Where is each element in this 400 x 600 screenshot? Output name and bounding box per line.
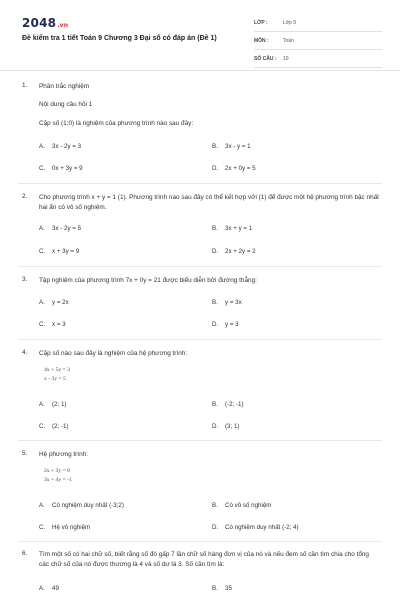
option-c[interactable] — [39, 321, 66, 328]
option-text: 0x + 3y = 9 — [52, 165, 83, 172]
meta-row-count — [254, 50, 382, 68]
option-text: y = 3 — [225, 321, 239, 328]
option-c[interactable] — [39, 248, 79, 255]
option-a[interactable] — [39, 401, 66, 408]
option-b[interactable] — [212, 299, 242, 306]
option-text: x = 3 — [52, 321, 66, 328]
meta-value: Toán — [283, 38, 294, 44]
meta-label: MÔN : — [254, 38, 269, 44]
option-letter: A. — [39, 585, 45, 592]
question-number: 4. — [22, 349, 28, 356]
question-subtitle: Nội dung câu hỏi 1 — [39, 101, 93, 108]
option-letter: B. — [212, 225, 218, 232]
page-header — [0, 0, 400, 71]
option-letter: A. — [39, 401, 45, 408]
question-text: Cặp số nào sau đây là nghiệm của hệ phương trình: — [39, 350, 188, 357]
option-text: Có vô số nghiệm — [225, 502, 272, 509]
equation-system — [44, 366, 70, 384]
option-text: (2; -1) — [52, 423, 69, 430]
option-text: 49 — [52, 585, 59, 592]
option-letter: C. — [39, 524, 46, 531]
option-b[interactable] — [212, 502, 271, 509]
option-letter: B. — [212, 143, 218, 150]
question-text: Tập nghiệm của phương trình 7x + 0y = 21 được biểu diễn bởi đường thẳng: — [39, 277, 257, 284]
option-d[interactable] — [212, 524, 299, 531]
divider — [18, 339, 382, 340]
option-letter: D. — [212, 524, 219, 531]
option-b[interactable] — [212, 401, 244, 408]
option-c[interactable] — [39, 165, 83, 172]
option-text: y = 2x — [52, 299, 69, 306]
option-text: Hệ vô nghiệm — [52, 524, 91, 531]
logo-main: 2048 — [22, 16, 57, 30]
equation-system — [44, 467, 72, 485]
option-text: 3x - 2y = 3 — [52, 143, 82, 150]
option-letter: B. — [212, 299, 218, 306]
question-number: 1. — [22, 82, 28, 89]
divider — [18, 440, 382, 441]
option-b[interactable] — [212, 225, 252, 232]
option-letter: A. — [39, 225, 45, 232]
option-text: y = 3x — [225, 299, 242, 306]
exam-meta — [254, 14, 382, 68]
meta-value: 10 — [283, 56, 289, 62]
question-number: 5. — [22, 450, 28, 457]
option-letter: B. — [212, 401, 218, 408]
option-text: (-2; -1) — [225, 401, 244, 408]
option-letter: A. — [39, 299, 45, 306]
meta-row-grade — [254, 14, 382, 32]
divider — [18, 183, 382, 184]
option-d[interactable] — [212, 423, 239, 430]
option-letter: B. — [212, 502, 218, 509]
equation-line: 3x + 4y = -1 — [44, 477, 72, 483]
option-text: Có nghiệm duy nhất (-2; 4) — [225, 524, 299, 531]
option-text: 2x + 0y = 5 — [225, 165, 256, 172]
option-c[interactable] — [39, 524, 90, 531]
meta-label: LỚP : — [254, 20, 268, 26]
option-letter: C. — [39, 423, 46, 430]
option-text: (3; 1) — [225, 423, 240, 430]
option-letter: A. — [39, 143, 45, 150]
equation-line: x - 3y = 5 — [44, 376, 66, 382]
meta-label: SỐ CÂU : — [254, 56, 277, 62]
option-text: 3x - y = 1 — [225, 143, 251, 150]
option-text: x + 3y = 9 — [52, 248, 80, 255]
question-text: Tìm một số có hai chữ số, biết rằng số đó gấp 7 lần chữ số hàng đơn vị của nó và nếu đem số cần tìm chia cho tổng các chữ số của nó được thương là 4 và số dư là 3. Số cần tìm là: — [39, 551, 369, 568]
option-letter: D. — [212, 321, 219, 328]
option-letter: C. — [39, 321, 46, 328]
option-d[interactable] — [212, 248, 256, 255]
option-letter: A. — [39, 502, 45, 509]
option-a[interactable] — [39, 585, 59, 592]
option-d[interactable] — [212, 321, 239, 328]
option-letter: C. — [39, 165, 46, 172]
question-section-title: Phần trắc nghiệm — [39, 83, 90, 90]
option-b[interactable] — [212, 585, 232, 592]
option-letter: C. — [39, 248, 46, 255]
option-text: 2x + 2y = 2 — [225, 248, 256, 255]
question-text: Hệ phương trình: — [39, 451, 88, 458]
question-number: 6. — [22, 550, 28, 557]
site-logo[interactable] — [22, 16, 68, 30]
exam-title: Đề kiểm tra 1 tiết Toán 9 Chương 3 Đại số có đáp án (Đề 1) — [22, 35, 217, 42]
question-number: 3. — [22, 276, 28, 283]
option-a[interactable] — [39, 299, 69, 306]
option-a[interactable] — [39, 502, 124, 509]
option-d[interactable] — [212, 165, 256, 172]
option-a[interactable] — [39, 225, 81, 232]
option-b[interactable] — [212, 143, 251, 150]
option-text: 3x + y = 1 — [225, 225, 253, 232]
option-letter: D. — [212, 423, 219, 430]
logo-suffix: .vn — [57, 22, 69, 29]
option-text: Có nghiệm duy nhất (-3;2) — [52, 502, 124, 509]
option-text: (2; 1) — [52, 401, 67, 408]
option-text: 3x - 2y = 5 — [52, 225, 82, 232]
question-number: 2. — [22, 193, 28, 200]
option-c[interactable] — [39, 423, 69, 430]
meta-value: Lớp 9 — [283, 20, 297, 26]
option-letter: D. — [212, 165, 219, 172]
meta-row-subject — [254, 32, 382, 50]
option-letter: B. — [212, 585, 218, 592]
equation-line: 4x + 5y = 3 — [44, 367, 70, 373]
equation-line: 2x + 3y = 0 — [44, 468, 70, 474]
option-a[interactable] — [39, 143, 81, 150]
divider — [18, 266, 382, 267]
divider — [18, 541, 382, 542]
option-text: 35 — [225, 585, 232, 592]
question-text: Cặp số (1;0) là nghiệm của phương trình nào sau đây: — [39, 120, 194, 127]
question-text: Cho phương trình x + y = 1 (1). Phương trình nào sau đây có thể kết hợp với (1) để được một hệ phương trình bậc nhất hai ẩn có vô số nghiệm. — [39, 194, 379, 211]
option-letter: D. — [212, 248, 219, 255]
